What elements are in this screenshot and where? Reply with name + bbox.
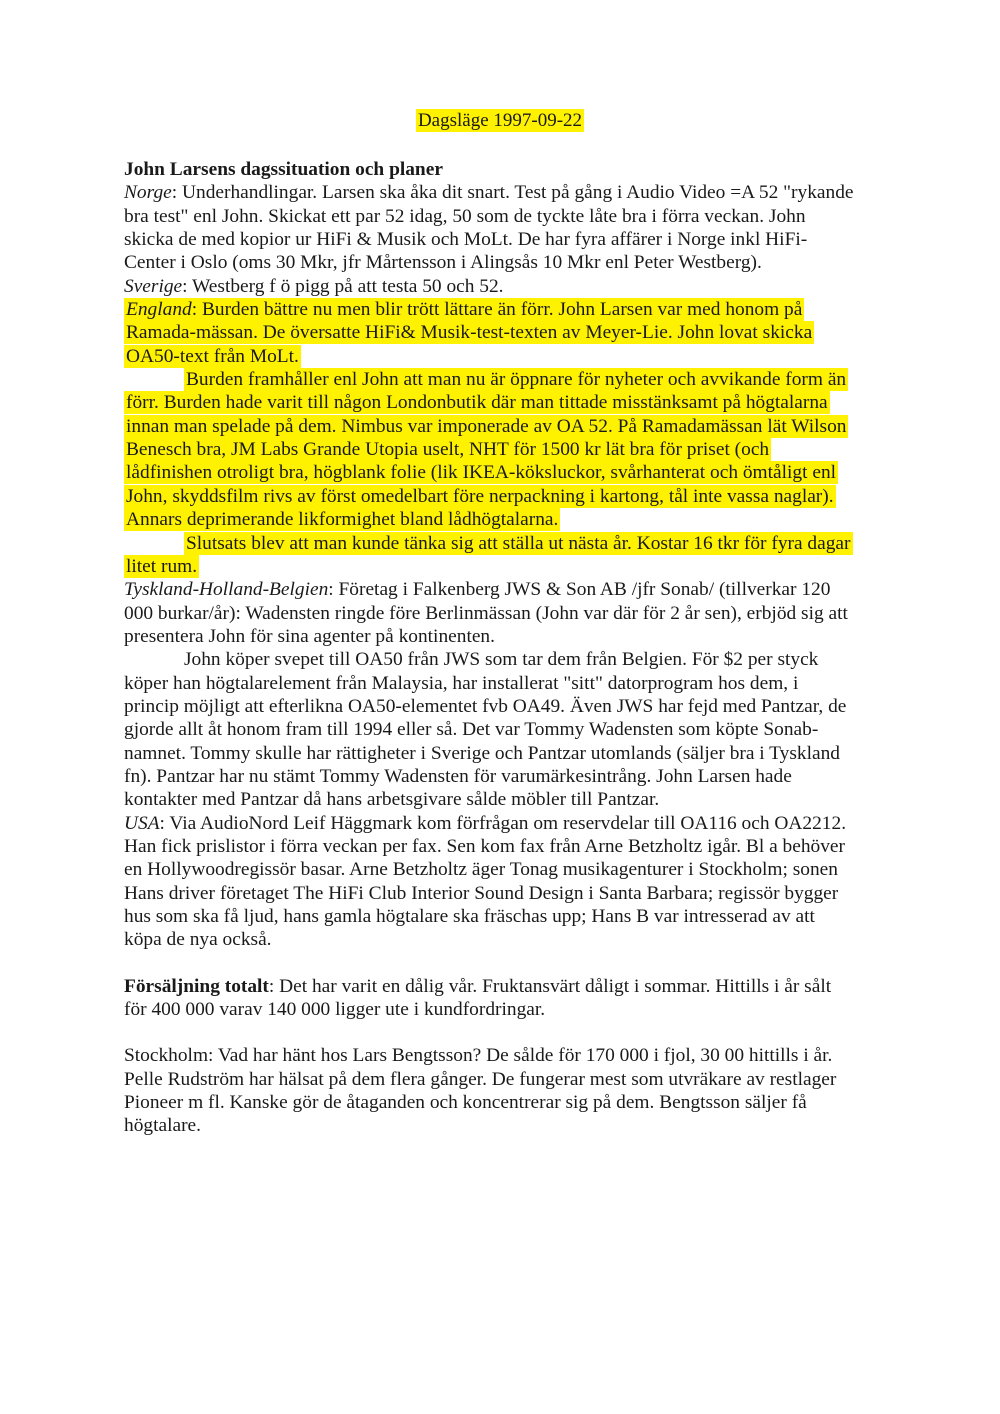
country-label-sverige: Sverige <box>124 275 183 297</box>
sales-label: Försäljning totalt <box>124 975 269 997</box>
highlight-england <box>124 298 814 368</box>
highlight-england-3: Slutsats blev att man kunde tänka sig att ställa ut nästa år. Kostar 16 tkr för fyra dagar litet rum. <box>126 532 851 577</box>
paragraph-norge <box>124 181 854 274</box>
paragraph-stockholm: Stockholm: Vad har hänt hos Lars Bengtsson? De sålde för 170 000 i fjol, 30 00 hittills i år. Pelle Rudström har hälsat på dem flera gånger. De fungerar mest som utvräkare av restlager Pioneer m fl. Kanske gör de åtaganden och koncentrerar sig på dem. Bengtsson säljer få högtalare. <box>124 1045 837 1137</box>
paragraph-sverige-text: : Westberg f ö pigg på att testa 50 och 52. <box>182 275 504 297</box>
document-body <box>124 158 854 1138</box>
paragraph-thb-text: : Företag i Falkenberg JWS & Son AB /jfr Sonab/ (tillverkar 120 000 burkar/år): Wadensten ringde före Berlinmässan (John var där för 2 år sen), erbjöd sig att presentera John för sina agenter på kontinenten. <box>124 579 848 647</box>
country-label-thb: Tyskland-Holland-Belgien <box>124 579 329 601</box>
paragraph-england-3 <box>124 532 854 579</box>
paragraph-sales-text: : Det har varit en dålig vår. Fruktansvärt dåligt i sommar. Hittills i år sålt för 400 000 varav 140 000 ligger ute i kundfordringar. <box>124 975 832 1021</box>
paragraph-usa-text: : Via AudioNord Leif Häggmark kom förfrågan om reservdelar till OA116 och OA2212. Han fick prislistor i förra veckan per fax. Sen kom fax från Arne Betzholtz igår. Bl a behöver en Hollywoodregissör basar. Arne Betzholtz äger Tonag musikagenturer i Stockholm; sonen Hans driver företaget The HiFi Club Interior Sound Design i Santa Barbara; regissör bygger hus som ska få ljud, hans gamla högtalare ska fräschas upp; Hans B var intresserad av att köpa de nya också. <box>124 812 847 951</box>
highlight-england-2: Burden framhåller enl John att man nu är öppnare för nyheter och avvikande form än förr. Burden hade varit till någon Londonbutik där man tittade misstänksamt på högtalarna innan man spelade på dem. Nimbus var imponerade av OA 52. På Ramadamässan lät Wilson Benesch bra, JM Labs Grande Utopia uselt, NHT för 1500 kr lät bra för priset (och lådfinishen otroligt bra, högblank folie (lik IKEA-köksluckor, svårhanterat och ömtåligt enl John, skyddsfilm rivs av först omedelbart före nerpackning i kartong, tål inte vassa naglar). Annars deprimerande likformighet bland lådhögtalarna. <box>126 369 847 531</box>
paragraph-sverige <box>124 275 854 298</box>
country-label-england: England <box>126 299 192 321</box>
paragraph-thb <box>124 578 854 648</box>
section-heading: John Larsens dagssituation och planer <box>124 159 443 180</box>
paragraph-sales <box>124 975 854 1022</box>
country-label-usa: USA <box>124 812 160 834</box>
paragraph-england-2 <box>124 368 854 531</box>
paragraph-norge-text: : Underhandlingar. Larsen ska åka dit snart. Test på gång i Audio Video =A 52 "rykande bra test" enl John. Skickat ett par 52 idag, 50 som de tyckte låte bra i förra veckan. John skicka de med kopior ur HiFi & Musik och MoLt. De har fyra affärer i Norge inkl HiFi-Center i Oslo (oms 30 Mkr, jfr Mårtensson i Alingsås 10 Mkr enl Peter Westberg). <box>124 182 854 274</box>
paragraph-england-text: : Burden bättre nu men blir trött lättare än förr. John Larsen var med honom på Ramada-mässan. De översatte HiFi& Musik-test-texten av Meyer-Lie. John lovat skicka OA50-text från MoLt. <box>126 299 813 367</box>
paragraph-england <box>124 298 854 368</box>
paragraph-thb-2: John köper svepet till OA50 från JWS som tar dem från Belgien. För $2 per styck köper han högtalarelement från Malaysia, har installerat "sitt" datorprogram hos dem, i princip möjligt att efterlikna OA50-elementet fvb OA49. Även JWS har fejd med Pantzar, de gjorde allt åt honom fram till 1994 eller så. Det var Tommy Wadensten som köpte Sonab-namnet. Tommy skulle har rättigheter i Sverige och Pantzar utomlands (säljer bra i Tyskland fn). Pantzar har nu stämt Tommy Wadensten för varumärkesintrång. John Larsen hade kontakter med Pantzar då hans arbetsgivare sålde möbler till Pantzar. <box>124 649 847 811</box>
paragraph-usa <box>124 812 854 952</box>
country-label-norge: Norge <box>124 182 172 204</box>
date-title <box>0 110 1000 132</box>
date-title-highlight: Dagsläge 1997-09-22 <box>417 110 583 131</box>
